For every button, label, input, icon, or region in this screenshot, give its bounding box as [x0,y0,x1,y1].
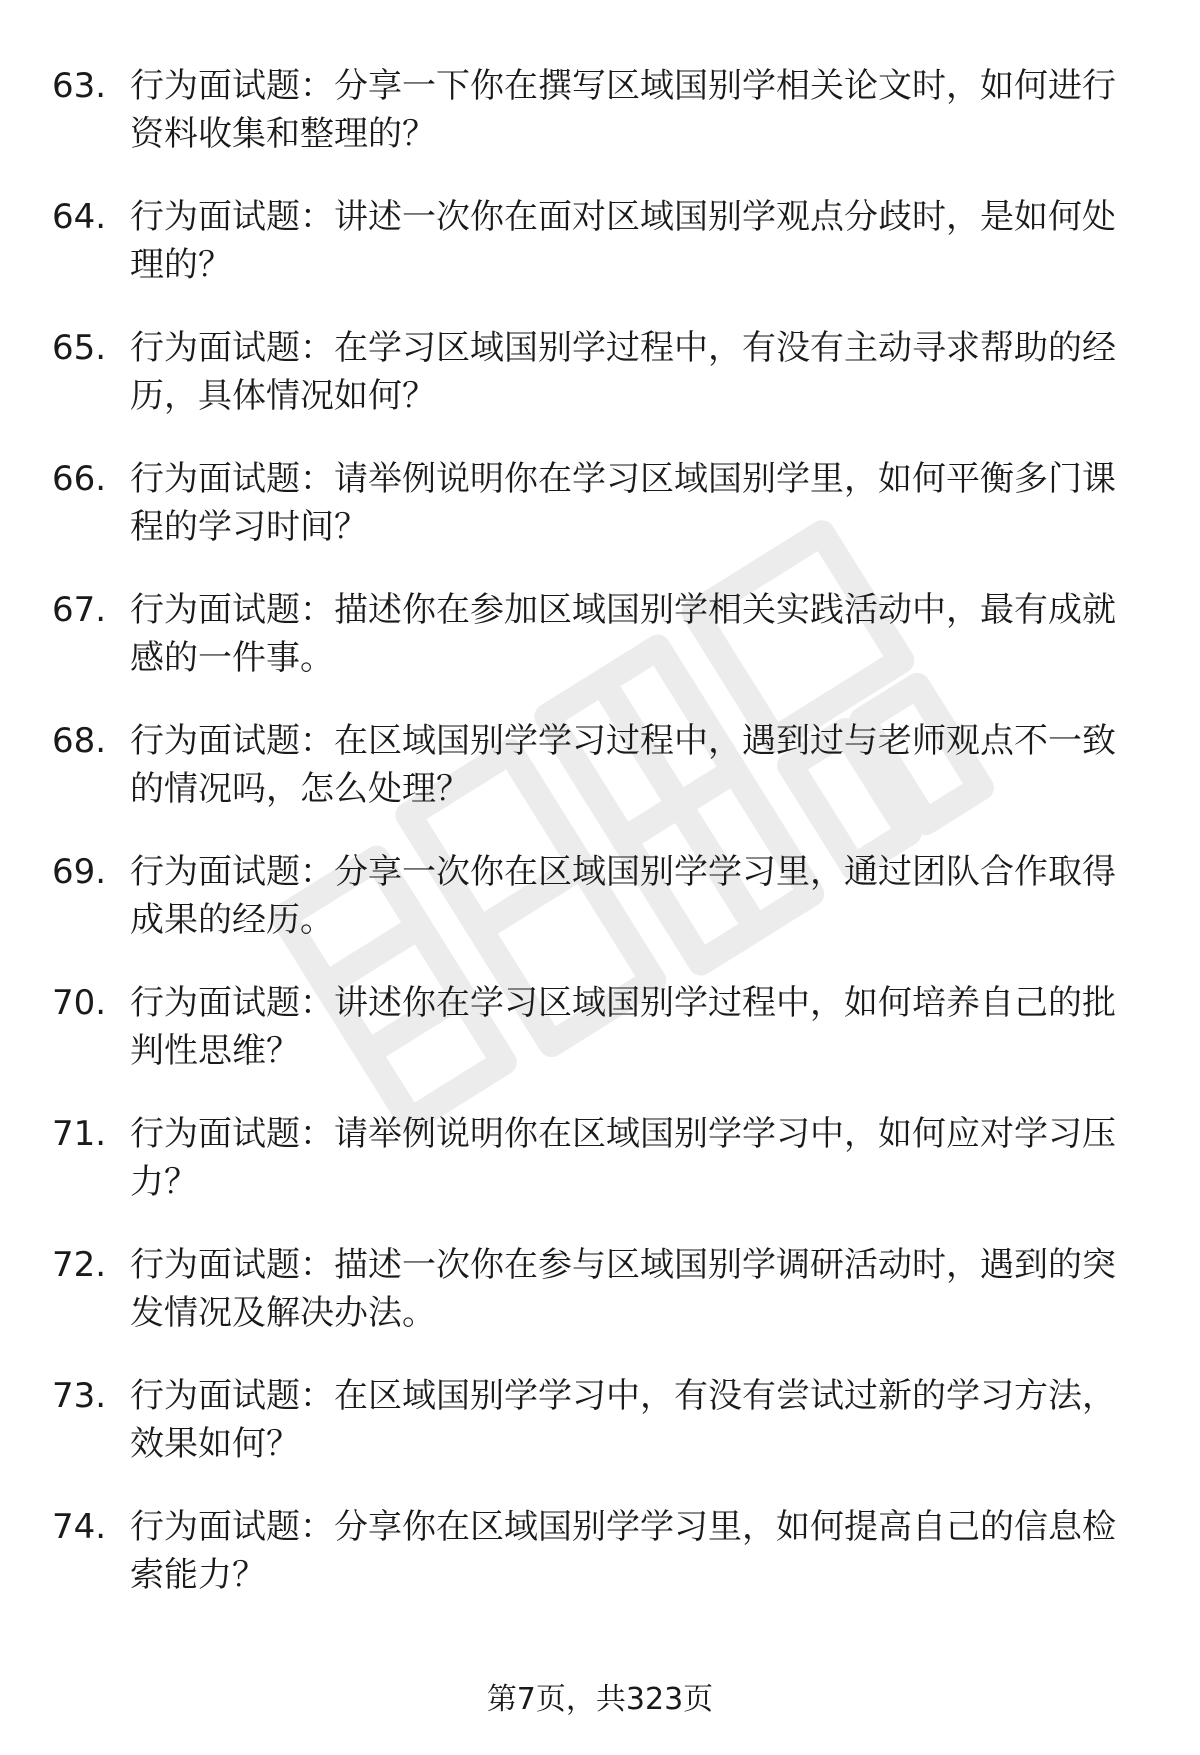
question-text: 行为面试题：在学习区域国别学过程中，有没有主动寻求帮助的经历，具体情况如何？ [130,328,1116,416]
question-number: 74. [52,1507,107,1547]
question-text: 行为面试题：在区域国别学学习中，有没有尝试过新的学习方法，效果如何？ [130,1376,1116,1464]
question-number: 70. [52,983,107,1023]
list-item [52,1503,1152,1634]
question-text: 行为面试题：分享一下你在撰写区域国别学相关论文时，如何进行资料收集和整理的？ [130,66,1116,154]
page-number-footer: 第7页，共323页 [486,1682,714,1717]
question-text: 行为面试题：分享一次你在区域国别学学习里，通过团队合作取得成果的经历。 [130,852,1116,940]
list-item [52,1110,1152,1241]
question-number: 63. [52,66,107,106]
question-text: 行为面试题：在区域国别学学习过程中，遇到过与老师观点不一致的情况吗，怎么处理？ [130,721,1116,809]
question-number: 67. [52,590,107,630]
question-text: 行为面试题：描述你在参加区域国别学相关实践活动中，最有成就感的一件事。 [130,590,1116,678]
question-number: 64. [52,197,107,237]
question-number: 68. [52,721,107,761]
list-item [52,1372,1152,1503]
list-item [52,324,1152,455]
question-list [52,62,1152,1634]
question-text: 行为面试题：请举例说明你在区域国别学学习中，如何应对学习压力？ [130,1114,1116,1202]
list-item [52,717,1152,848]
question-number: 72. [52,1245,107,1285]
list-item [52,1241,1152,1372]
list-item [52,586,1152,717]
list-item [52,193,1152,324]
question-number: 66. [52,459,107,499]
list-item [52,455,1152,586]
question-text: 行为面试题：讲述你在学习区域国别学过程中，如何培养自己的批判性思维？ [130,983,1116,1071]
question-text: 行为面试题：分享你在区域国别学学习里，如何提高自己的信息检索能力？ [130,1507,1116,1595]
question-number: 65. [52,328,107,368]
question-text: 行为面试题：请举例说明你在学习区域国别学里，如何平衡多门课程的学习时间？ [130,459,1116,547]
question-number: 71. [52,1114,107,1154]
question-number: 69. [52,852,107,892]
question-text: 行为面试题：描述一次你在参与区域国别学调研活动时，遇到的突发情况及解决办法。 [130,1245,1116,1333]
list-item [52,848,1152,979]
list-item [52,979,1152,1110]
question-number: 73. [52,1376,107,1416]
question-text: 行为面试题：讲述一次你在面对区域国别学观点分歧时，是如何处理的？ [130,197,1116,285]
list-item [52,62,1152,193]
